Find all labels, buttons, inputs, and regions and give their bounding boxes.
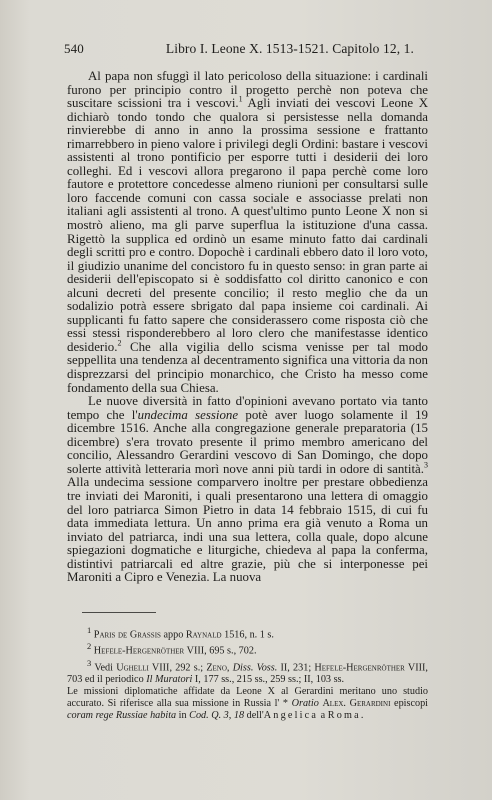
footnote-3-author-hefele: Hefele-Hergenröther: [314, 661, 405, 673]
footnote-3-text-r: in: [176, 709, 190, 721]
footnote-2-mark: 2: [87, 641, 92, 652]
footnote-3-text-k: I, 177 ss., 215 ss., 259 ss.; II, 103 ss.: [192, 673, 345, 685]
paragraph-2-emphasis: undecima sessione: [137, 407, 239, 422]
footnote-3-author-gerardini: Alex. Gerardini: [322, 697, 391, 709]
footnote-ref-2: 2: [117, 338, 122, 348]
footnote-1-text: appo: [160, 629, 186, 641]
footnote-ref-1: 1: [238, 94, 243, 104]
footnote-3-mark: 3: [87, 657, 92, 668]
footnote-3-library: Angelica: [263, 709, 319, 721]
footnote-3-title-muratori: Il Muratori: [146, 673, 193, 685]
footnote-2-author: Hefele-Hergenröther: [93, 645, 185, 657]
paragraph-1-text-b: Agli inviati dei vescovi Leone X dichiarò tondo tondo che qualora si persistesse nella domanda rinvierebbe di anno in anno la prossima sessione e frattanto rimarrebbero in pieno valore i privilegi degli Ordini: bastare i vescovi assistenti al trono pontificio per esporre tutti i desiderii dei loro colleghi. Ed i vescovi allora pregarono il papa perchè come loro fautore e protettore concedesse almeno riunioni per consultarsi sulle loro faccende comuni con cassa sociale e associasse prelati non italiani agli assistenti al trono. A quest'ultimo punto Leone X non si mostrò alieno, ma gli parve superflua la istituzione d'una cassa. Rigettò la supplica ed ordinò un esame minuto fatto dai cardinali degli scritti pro e contro. Dopochè i cardinali ebbero dato il loro voto, il giudizio unanime del concistoro fu in questo senso: in gran parte ai desiderii dell'episcopato si è soddisfatto col diritto canonico e con alcuni decreti del presente concilio; il resto meglio che da un sodalizio potrà essere sbrigato dal papa insieme coi cardinali. Ai supplicanti fu fatto sapere che considerassero come risposta ciò che essi stessi risponderebbero al loro clero che manifestasse identico desiderio.: [67, 96, 428, 354]
footnote-1: [67, 625, 428, 641]
page-number: 540: [64, 41, 84, 56]
footnote-3-text-a: Vedi: [94, 661, 117, 673]
paragraph-2-text-b: potè aver luogo solamente il 19 dicembre 1516. Anche alla congregazione generale preparatoria (15 dicembre) s'era trovato presente il primo membro americano del concilio, Alessandro Gerardini vescovo di San Domingo, che dopo solerte attività letteraria morì nove anni più tardi in odore di santità.: [67, 407, 429, 476]
main-text: [67, 70, 428, 585]
page-header: [64, 41, 414, 57]
footnotes: [67, 625, 428, 722]
footnote-3-text-i: VIII, 703 ed il periodico: [67, 661, 428, 685]
paragraph-2: [67, 395, 428, 585]
footnote-divider: [82, 612, 156, 613]
footnote-3-coram: coram rege Russiae habita: [67, 709, 177, 721]
footnote-1-author: Paris de Grassis: [93, 629, 161, 641]
running-title: Libro I. Leone X. 1513-1521. Capitolo 12, 1.: [165, 41, 414, 56]
footnote-3-title-diss: Diss. Voss.: [232, 661, 278, 673]
footnote-1-mark: 1: [87, 625, 92, 635]
paragraph-1-text-c: Che alla vigilia dello scisma venisse per tal modo seppellita una tendenza al decentramento significa una vittoria da non disprezzarsi del principio monarchico, che Cristo ha messo come fondamento della sua Chiesa.: [67, 339, 428, 395]
footnote-3-text-g: II, 231;: [277, 661, 315, 673]
footnote-3-text-l: Le missioni diplomatiche affidate da Leone X al Gerardini meritano uno studio accurato. Si riferisce alla sua missione in Russia l' *: [67, 685, 428, 709]
footnote-3-oratio: Oratio: [291, 697, 319, 709]
footnote-1-source: Raynald: [185, 629, 222, 641]
footnote-2: [67, 641, 428, 657]
footnote-3-author-ughelli: Ughelli: [116, 661, 149, 673]
footnote-ref-3: 3: [424, 460, 428, 470]
footnote-3-continued: [67, 686, 428, 722]
footnote-3-author-zeno: Zeno: [206, 661, 227, 673]
footnote-2-ref: VIII, 695 s., 702.: [184, 645, 257, 657]
footnote-3-text-v: a: [318, 709, 328, 721]
paragraph-2-text-c: Alla undecima sessione comparvero inoltre per prestare obbedienza tre inviati dei Maroniti, i quali presentarono una lettera di omaggio del loro patriarca Simon Pietro in data 14 febbraio 1515, di cui fu data immediata lettura. Un anno prima era già venuto a Roma un inviato del patriarca, indi una sua lettera, colla quale, dopo alcune spiegazioni dogmatiche e liturgiche, chiedeva al papa la conferma, distintivi patriarcali ed altre grazie, più che si interponesse pei Maroniti a Cipro e Venezia. La nuova: [67, 475, 428, 585]
footnote-3-city: Roma.: [327, 709, 366, 721]
paragraph-2-text-a: Le nuove diversità in fatto d'opinioni avevano portato via tanto tempo che l': [67, 394, 428, 422]
footnote-3-text-p: episcopi: [390, 697, 428, 709]
footnote-3-text-c: VIII, 292 s.;: [148, 661, 207, 673]
footnote-3-codex: Cod. Q. 3, 18: [189, 709, 245, 721]
footnote-1-ref: 1516, n. 1 s.: [221, 629, 274, 641]
footnote-3: [67, 658, 428, 686]
footnote-3-text-e: ,: [226, 661, 233, 673]
paragraph-1: [67, 70, 428, 395]
footnote-3-text-t: dell': [244, 709, 264, 721]
paragraph-1-text-a: Al papa non sfuggì il lato pericoloso della situazione: i cardinali furono per principio contro il progetto perchè non poteva che suscitare scissioni tra i vescovi.: [67, 69, 428, 111]
